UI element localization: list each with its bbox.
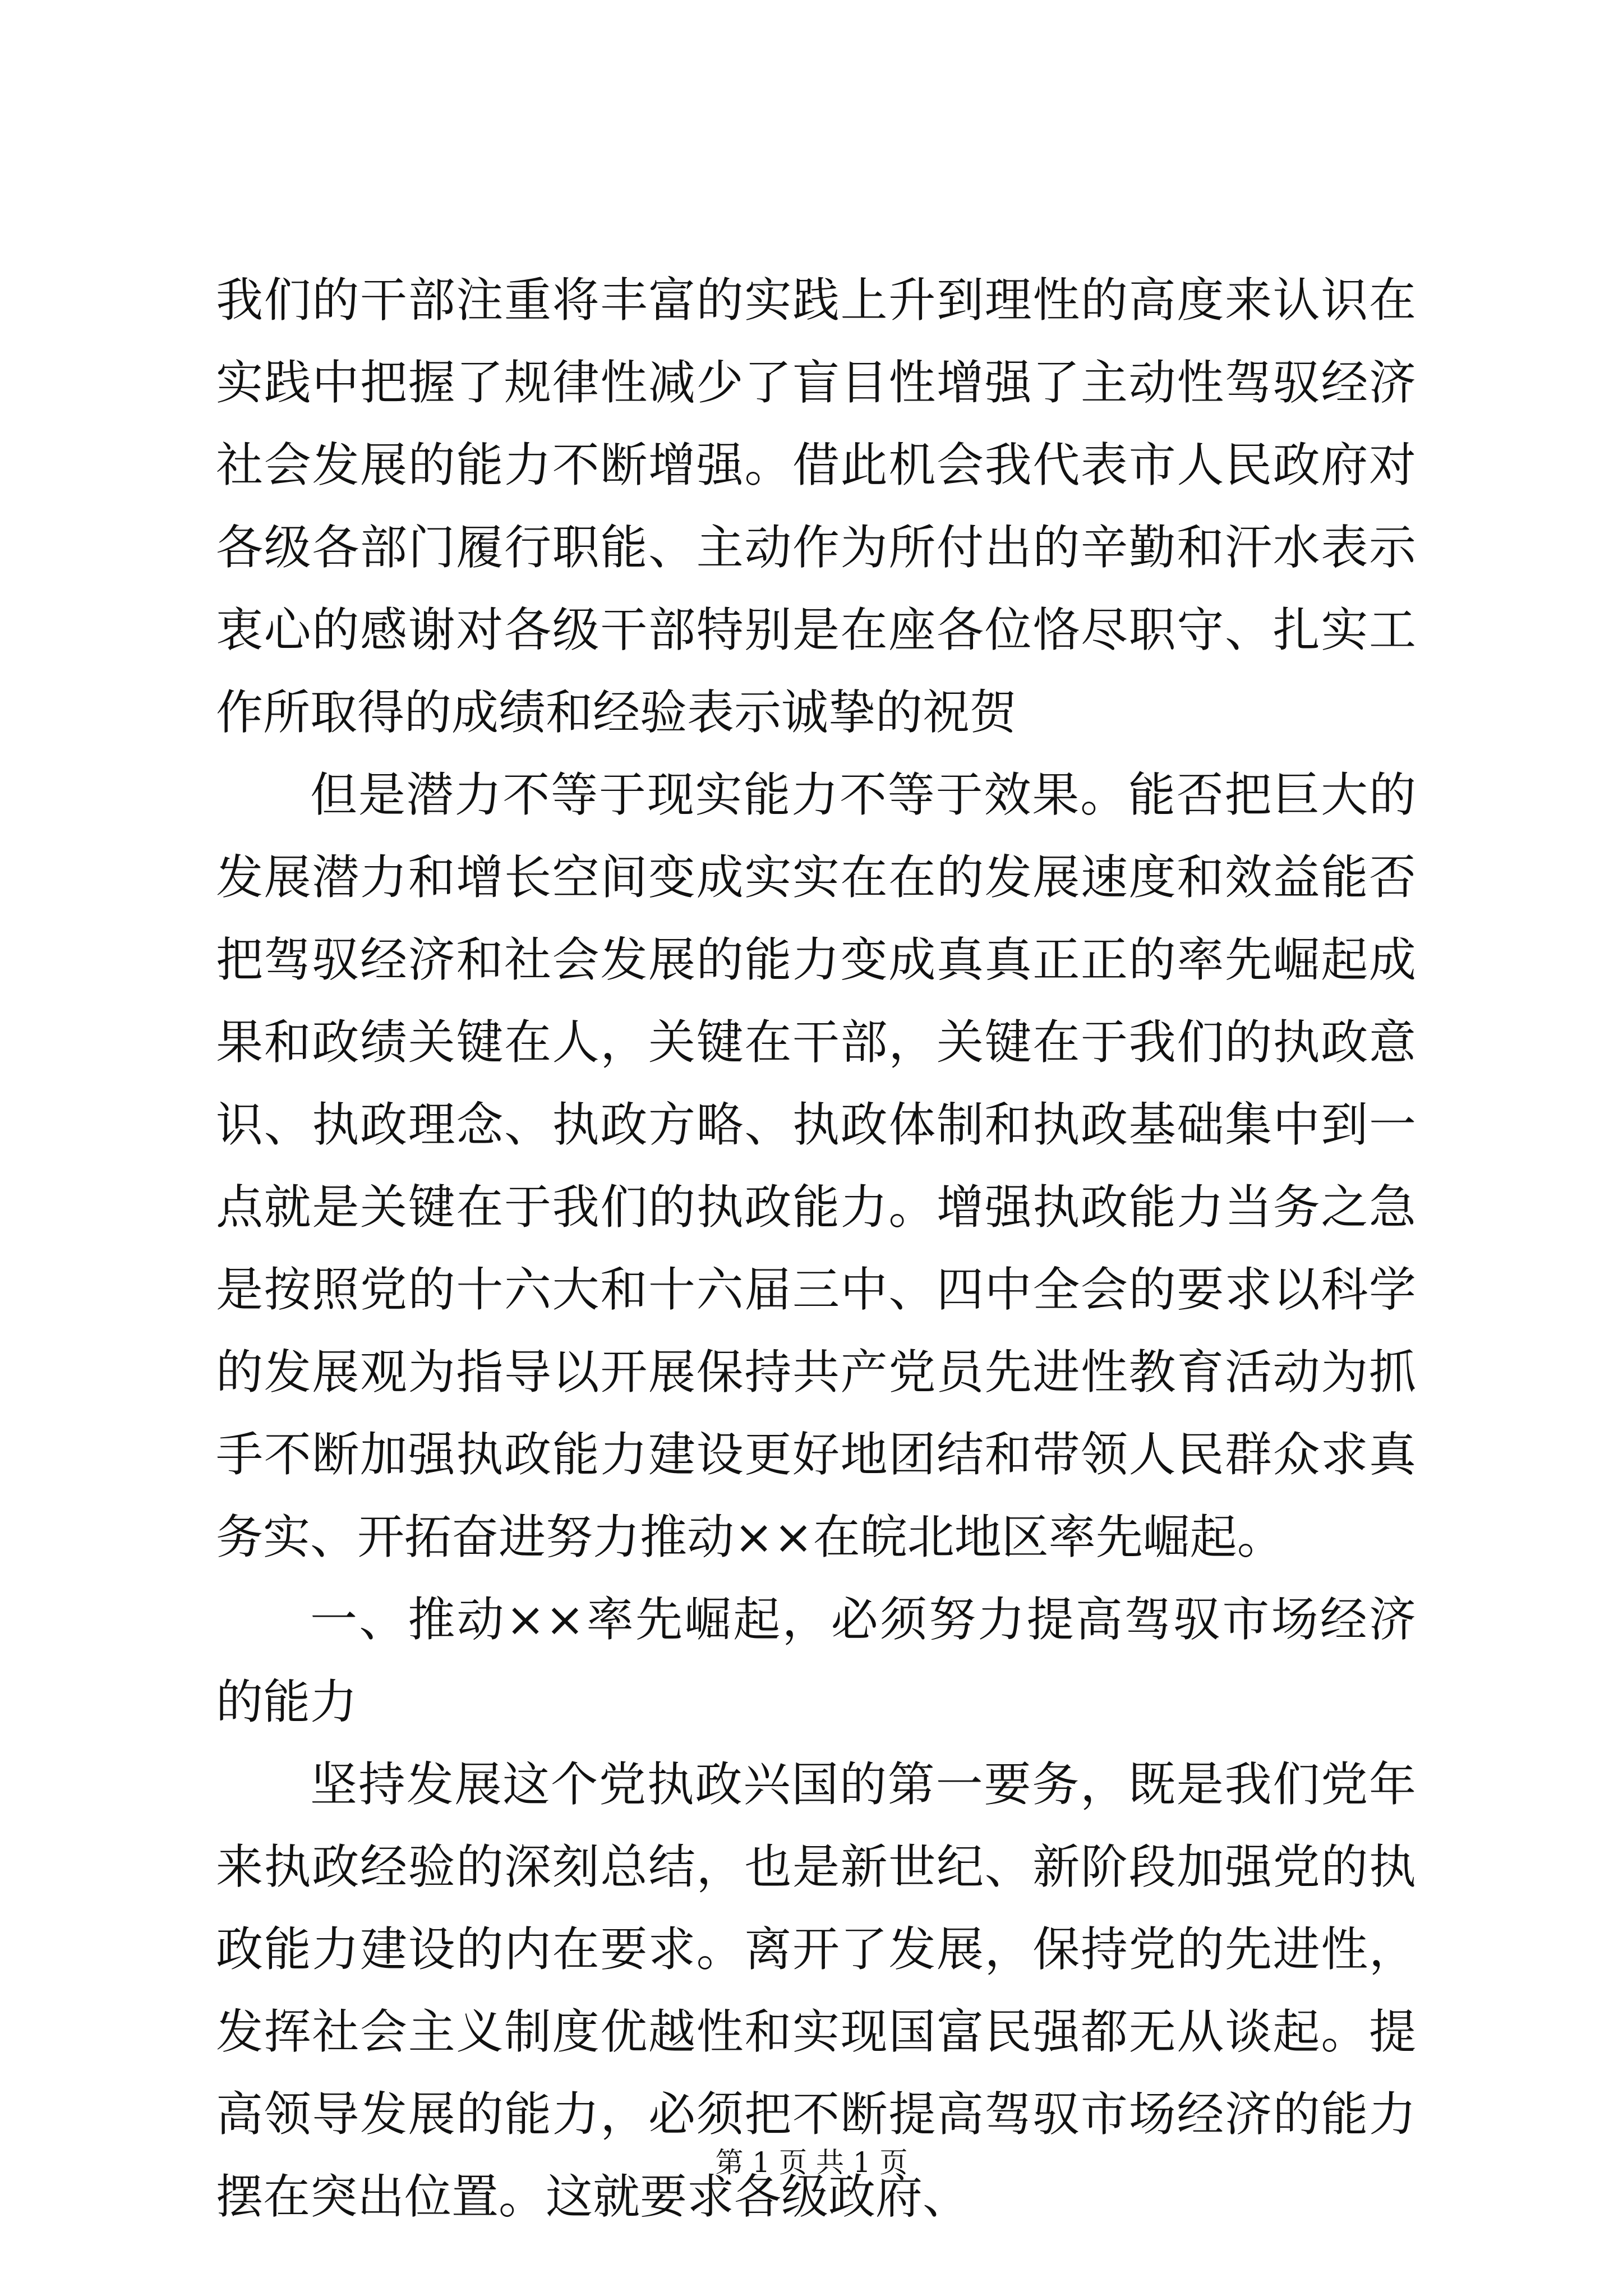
paragraph-2: 但是潜力不等于现实能力不等于效果。能否把巨大的发展潜力和增长空间变成实实在在的发展速度和效益能否把驾驭经济和社会发展的能力变成真真正正的率先崛起成果和政绩关键在人，关键在干部，关键在于我们的执政意识、执政理念、执政方略、执政体制和执政基础集中到一点就是关键在于我们的执政能力。增强执政能力当务之急是按照党的十六大和十六届三中、四中全会的要求以科学的发展观为指导以开展保持共产党员先进性教育活动为抓手不断加强执政能力建设更好地团结和带领人民群众求真务实、开拓奋进努力推动××在皖北地区率先崛起。 [216, 767, 1416, 1565]
page-footer: 第 1 页 共 1 页 [715, 2146, 908, 2179]
paragraph-3: 坚持发展这个党执政兴国的第一要务，既是我们党年来执政经验的深刻总结，也是新世纪、新阶段加强党的执政能力建设的内在要求。离开了发展，保持党的先进性，发挥社会主义制度优越性和实现国富民强都无从谈起。提高领导发展的能力，必须把不断提高驾驭市场经济的能力摆在突出位置。这就要求各级政府、 [216, 1757, 1416, 2224]
section-heading-1: 一、推动××率先崛起，必须努力提高驾驭市场经济的能力 [216, 1592, 1416, 1729]
document-body [216, 259, 1416, 2238]
paragraph-1: 我们的干部注重将丰富的实践上升到理性的高度来认识在实践中把握了规律性减少了盲目性增强了主动性驾驭经济社会发展的能力不断增强。借此机会我代表市人民政府对各级各部门履行职能、主动作为所付出的辛勤和汗水表示衷心的感谢对各级干部特别是在座各位恪尽职守、扎实工作所取得的成绩和经验表示诚挚的祝贺 [216, 273, 1416, 740]
